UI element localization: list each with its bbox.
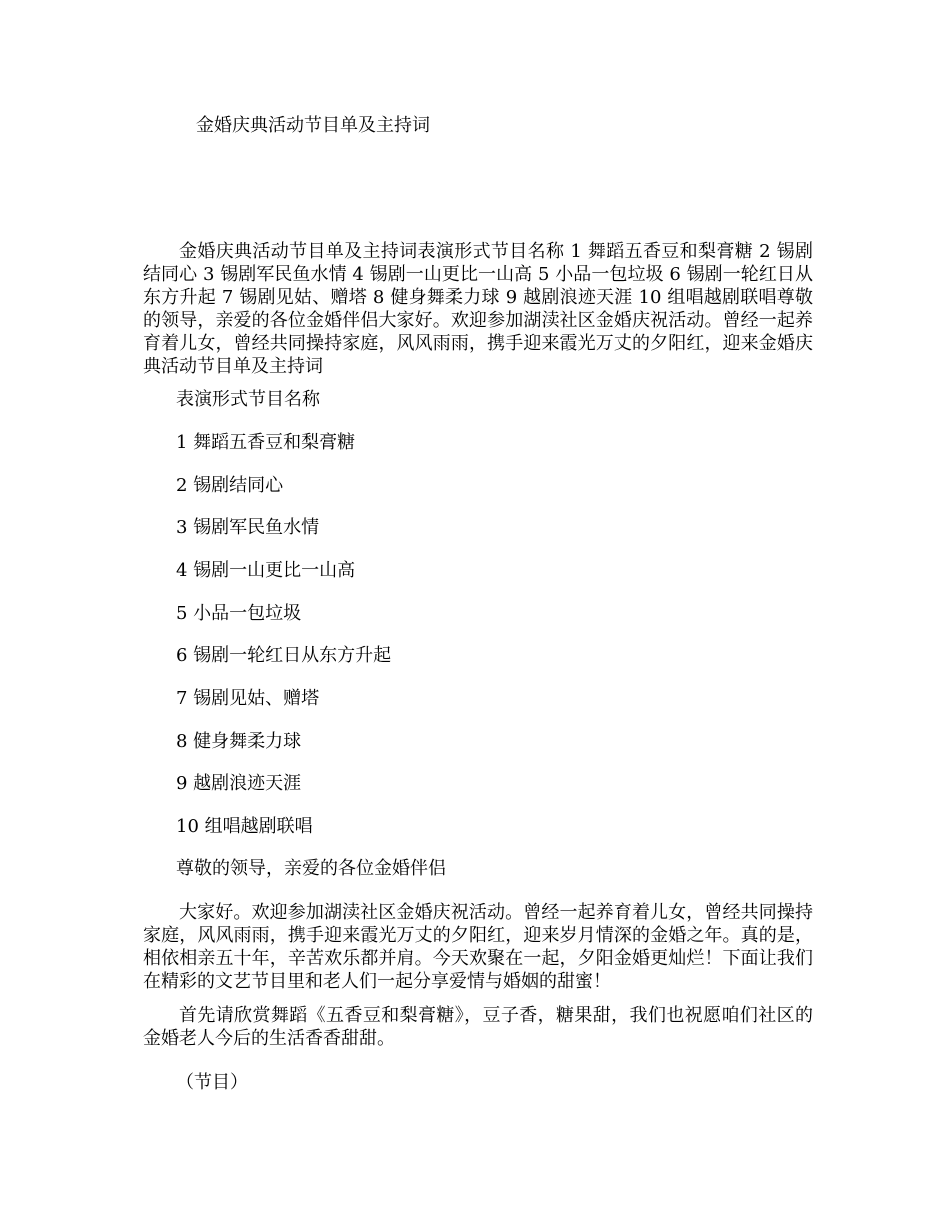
welcome-paragraph: 大家好。欢迎参加湖渎社区金婚庆祝活动。曾经一起养育着儿女，曾经共同操持家庭，风风雨雨，携手迎来霞光万丈的夕阳红，迎来岁月情深的金婚之年。真的是，相依相亲五十年，辛苦欢乐都并肩。今天欢聚在一起，夕阳金婚更灿烂！下面让我们在精彩的文艺节目里和老人们一起分享爱情与婚姻的甜蜜！ — [143, 902, 813, 992]
intro-paragraph: 金婚庆典活动节目单及主持词表演形式节目名称 1 舞蹈五香豆和梨膏糖 2 锡剧结同心 3 锡剧军民鱼水情 4 锡剧一山更比一山高 5 小品一包垃圾 6 锡剧一轮红日从东方升起 7 锡剧见姑、赠塔 8 健身舞柔力球 9 越剧浪迹天涯 10 组唱越剧联唱尊敬的领导，亲爱的各位金婚伴侣大家好。欢迎参加湖渎社区金婚庆祝活动。曾经一起养育着儿女，曾经共同操持家庭，风风雨雨，携手迎来霞光万丈的夕阳红，迎来金婚庆典活动节目单及主持词 — [143, 241, 813, 377]
program-item: 2 锡剧结同心 — [176, 475, 284, 496]
program-item: 4 锡剧一山更比一山高 — [176, 560, 356, 581]
document-title: 金婚庆典活动节目单及主持词 — [196, 115, 430, 136]
first-act-paragraph: 首先请欣赏舞蹈《五香豆和梨膏糖》，豆子香，糖果甜，我们也祝愿咱们社区的金婚老人今后的生活香香甜甜。 — [143, 1005, 813, 1049]
program-item: 3 锡剧军民鱼水情 — [176, 517, 320, 538]
greeting-line: 尊敬的领导，亲爱的各位金婚伴侣 — [176, 858, 446, 879]
program-item: 9 越剧浪迹天涯 — [176, 773, 302, 794]
program-item: 6 锡剧一轮红日从东方升起 — [176, 645, 392, 666]
program-heading: 表演形式节目名称 — [176, 389, 320, 410]
program-item: 5 小品一包垃圾 — [176, 603, 302, 624]
act-marker: （节目） — [176, 1072, 248, 1093]
program-item: 8 健身舞柔力球 — [176, 731, 302, 752]
program-item: 7 锡剧见姑、赠塔 — [176, 688, 320, 709]
program-item: 1 舞蹈五香豆和梨膏糖 — [176, 432, 356, 453]
program-item: 10 组唱越剧联唱 — [176, 816, 313, 837]
